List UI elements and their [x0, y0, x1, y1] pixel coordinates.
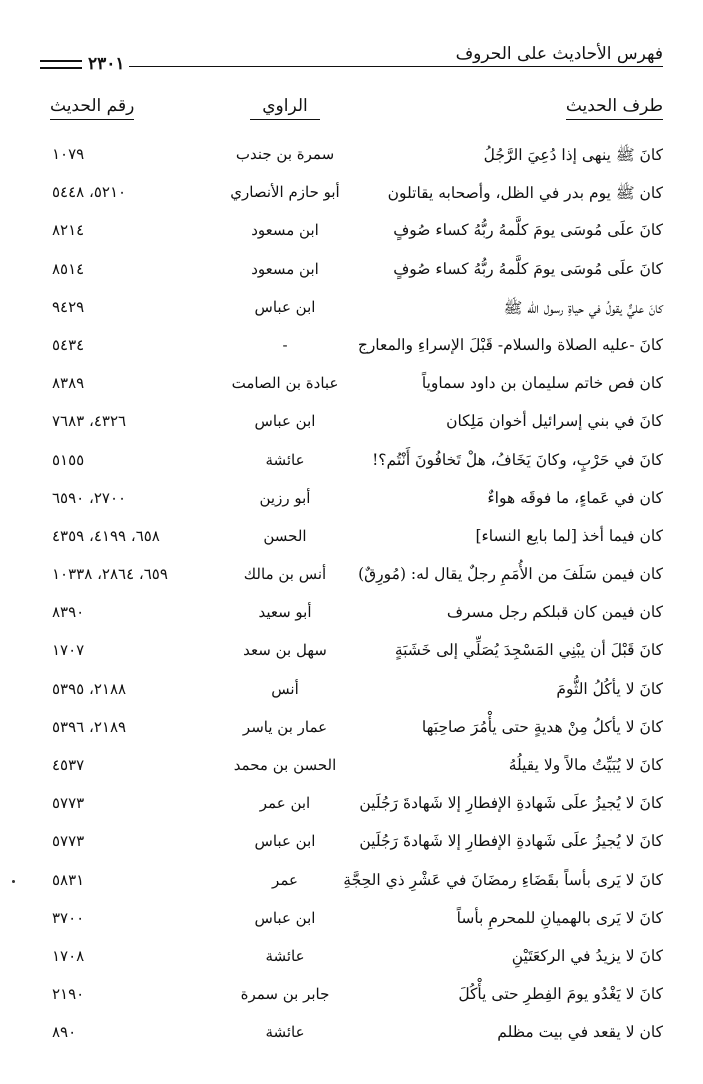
hadith-text: كانَ في بني إسرائيل أخوان مَلِكان [446, 412, 663, 431]
hadith-text: كانَ ﷺ ينهى إذا دُعِيَ الرَّجُلُ [483, 146, 663, 164]
index-row [40, 139, 663, 177]
hadith-text: كانَ لا يزيدُ في الركعَتَيْنِ [511, 946, 663, 965]
hadith-text: كانَ لا يُجيزُ علَى شَهادةِ الإفطارِ إلا شَهادةَ رَجُلَين [359, 794, 663, 813]
narrator-name: أبو حازم الأنصاري [230, 183, 340, 202]
narrator-name: ابن عباس [254, 908, 316, 927]
hadith-text: كان في عَماءٍ، ما فوقَه هواءٌ [487, 488, 663, 507]
hadith-number: ٩٤٢٩ [52, 297, 85, 316]
narrator-name: ابن عباس [254, 832, 316, 851]
page-number: ٢٣٠١ [88, 54, 125, 74]
hadith-number: ٢١٩٠ [52, 985, 85, 1004]
narrator-name: عائشة [265, 1023, 305, 1042]
column-headers [40, 96, 663, 126]
hadith-number: ٨٣٩٠ [52, 603, 85, 622]
hadith-text: كان لا يقعد في بيت مظلم [497, 1023, 663, 1042]
hadith-number: ٥٨٣١ [52, 870, 85, 889]
narrator-name: عائشة [265, 946, 305, 965]
hadith-number: ١٧٠٨ [52, 946, 85, 965]
narrator-name: - [282, 335, 288, 354]
hadith-number: ١٧٠٧ [52, 641, 85, 660]
narrator-name: عمر [272, 870, 298, 889]
index-row [40, 674, 663, 712]
index-row [40, 445, 663, 483]
hadith-text: كانَ قَبْلَ أن يبْنِي المَسْجِدَ يُصَلِّي إلى خَشَبَةٍ [394, 641, 663, 660]
hadith-number: ٨٣٨٩ [52, 374, 85, 393]
hadith-text: كانَ لا يأكلُ مِنْ هديةٍ حتى يأْمُرَ صاحِبَها [421, 717, 663, 736]
hadith-number: ٨٢١٤ [52, 221, 85, 240]
narrator-name: سمرة بن جندب [235, 145, 335, 163]
index-row [40, 330, 663, 368]
hadith-index-list [40, 139, 663, 1056]
hadith-text: كان فيمن سَلَفَ من الأُمَمِ رجلٌ يقال له: (مُورِقٌ) [358, 565, 663, 584]
hadith-text: كانَ لا يأكُلُ الثُّومَ [556, 679, 663, 698]
index-row [40, 979, 663, 1017]
narrator-name: ابن عمر [259, 794, 311, 813]
narrator-name: ابن مسعود [251, 221, 319, 240]
hadith-number: ٦٥٩، ٢٨٦٤، ١٠٣٣٨ [52, 565, 168, 584]
hadith-number: ٥٧٧٣ [52, 794, 85, 813]
index-row [40, 215, 663, 253]
narrator-name: أبو رزين [259, 488, 311, 507]
hadith-text: كان فيما أخذ [لما بايع النساء] [475, 526, 663, 545]
index-row [40, 597, 663, 635]
hadith-number: ٥١٥٥ [52, 450, 85, 469]
hadith-number: ٢١٨٩، ٥٣٩٦ [52, 717, 127, 736]
hadith-number: ٤٥٣٧ [52, 756, 85, 774]
index-row [40, 406, 663, 444]
hadith-text: كانَ لا يَرى بالهميانِ للمحرمِ بأساً [456, 908, 663, 927]
index-row [40, 750, 663, 788]
narrator-name: عائشة [265, 450, 305, 469]
narrator-name: ابن عباس [254, 412, 316, 431]
index-row [40, 521, 663, 559]
index-row [40, 635, 663, 673]
index-row [40, 865, 663, 903]
narrator-name: ابن عباس [254, 297, 316, 316]
hadith-text: كانَ لا يُجيزُ علَى شَهادةِ الإفطارِ إلا شَهادةَ رَجُلَين [359, 832, 663, 851]
hadith-number: ٨٥١٤ [52, 259, 85, 278]
narrator-name: جابر بن سمرة [240, 985, 330, 1004]
hadith-text: كانَ علَى مُوسَى يومَ كلَّمهُ ربُّهُ كساء صُوفٍ [393, 259, 663, 278]
narrator-name: سهل بن سعد [243, 641, 327, 660]
column-header-hadith-number: رقم الحديث [50, 96, 134, 120]
hadith-number: ٢١٨٨، ٥٣٩٥ [52, 679, 127, 698]
hadith-text: كان فص خاتم سليمان بن داود سماوياً [421, 374, 663, 393]
hadith-number: ٢٧٠٠، ٦٥٩٠ [52, 488, 127, 507]
hadith-number: ٦٥٨، ٤١٩٩، ٤٣٥٩ [52, 526, 160, 545]
index-row [40, 903, 663, 941]
index-row [40, 254, 663, 292]
hadith-number: ٥٢١٠، ٥٤٤٨ [52, 183, 127, 202]
hadith-text: كانَ لا يُبَيِّتُ مالاً ولا يقيلُهُ [508, 756, 663, 774]
hadith-text: كانَ في حَرْبٍ، وكانَ يَخَافُ، هلْ تَخافُونَ أَنْتُم؟! [372, 450, 663, 469]
narrator-name: أنس بن مالك [243, 565, 327, 584]
header-rule [50, 66, 663, 67]
page-number-group [40, 54, 129, 74]
index-row [40, 1017, 663, 1055]
index-row [40, 941, 663, 979]
page-title: فهرس الأحاديث على الحروف [455, 44, 663, 64]
column-header-hadith-text: طرف الحديث [566, 96, 663, 120]
hadith-text: كانَ لا يَرى بأساً بقَضَاءِ رمضَانَ في عَشْرِ ذي الحِجَّةِ [343, 870, 663, 889]
index-row [40, 559, 663, 597]
narrator-name: أنس [271, 679, 299, 698]
narrator-name: عمار بن ياسر [242, 717, 328, 736]
hadith-text: كانَ عليٌّ يقولُ في حياةِ رسول الله ﷺ [503, 298, 663, 317]
index-row [40, 788, 663, 826]
hadith-number: ١٠٧٩ [52, 145, 85, 163]
index-row [40, 712, 663, 750]
hadith-number: ٤٣٢٦، ٧٦٨٣ [52, 412, 127, 431]
hadith-text: كانَ لا يَغْدُو يومَ الفِطرِ حتى يأْكُلَ [458, 985, 663, 1004]
narrator-name: الحسن [263, 526, 307, 545]
double-bar-ornament [40, 60, 82, 69]
narrator-name: أبو سعيد [258, 603, 312, 622]
index-row [40, 368, 663, 406]
hadith-text: كانَ -عليه الصلاة والسلام- قَبْلَ الإسراءِ والمعارج [357, 335, 663, 354]
stray-dot [12, 880, 15, 883]
narrator-name: الحسن بن محمد [233, 756, 337, 774]
hadith-text: كانَ علَى مُوسَى يومَ كلَّمهُ ربُّهُ كساء صُوفٍ [393, 221, 663, 240]
hadith-number: ٥٧٧٣ [52, 832, 85, 851]
index-row [40, 292, 663, 330]
narrator-name: ابن مسعود [251, 259, 319, 278]
hadith-text: كان ﷺ يوم بدر في الظل، وأصحابه يقاتلون [387, 184, 663, 203]
hadith-number: ٨٩٠ [52, 1023, 77, 1042]
page-header [40, 40, 663, 74]
narrator-name: عبادة بن الصامت [231, 374, 339, 393]
index-row [40, 826, 663, 864]
index-row [40, 177, 663, 215]
index-row [40, 483, 663, 521]
column-header-narrator: الراوي [250, 96, 320, 120]
hadith-number: ٣٧٠٠ [52, 908, 85, 927]
hadith-number: ٥٤٣٤ [52, 335, 85, 354]
hadith-text: كان فيمن كان قبلكم رجل مسرف [446, 603, 663, 622]
